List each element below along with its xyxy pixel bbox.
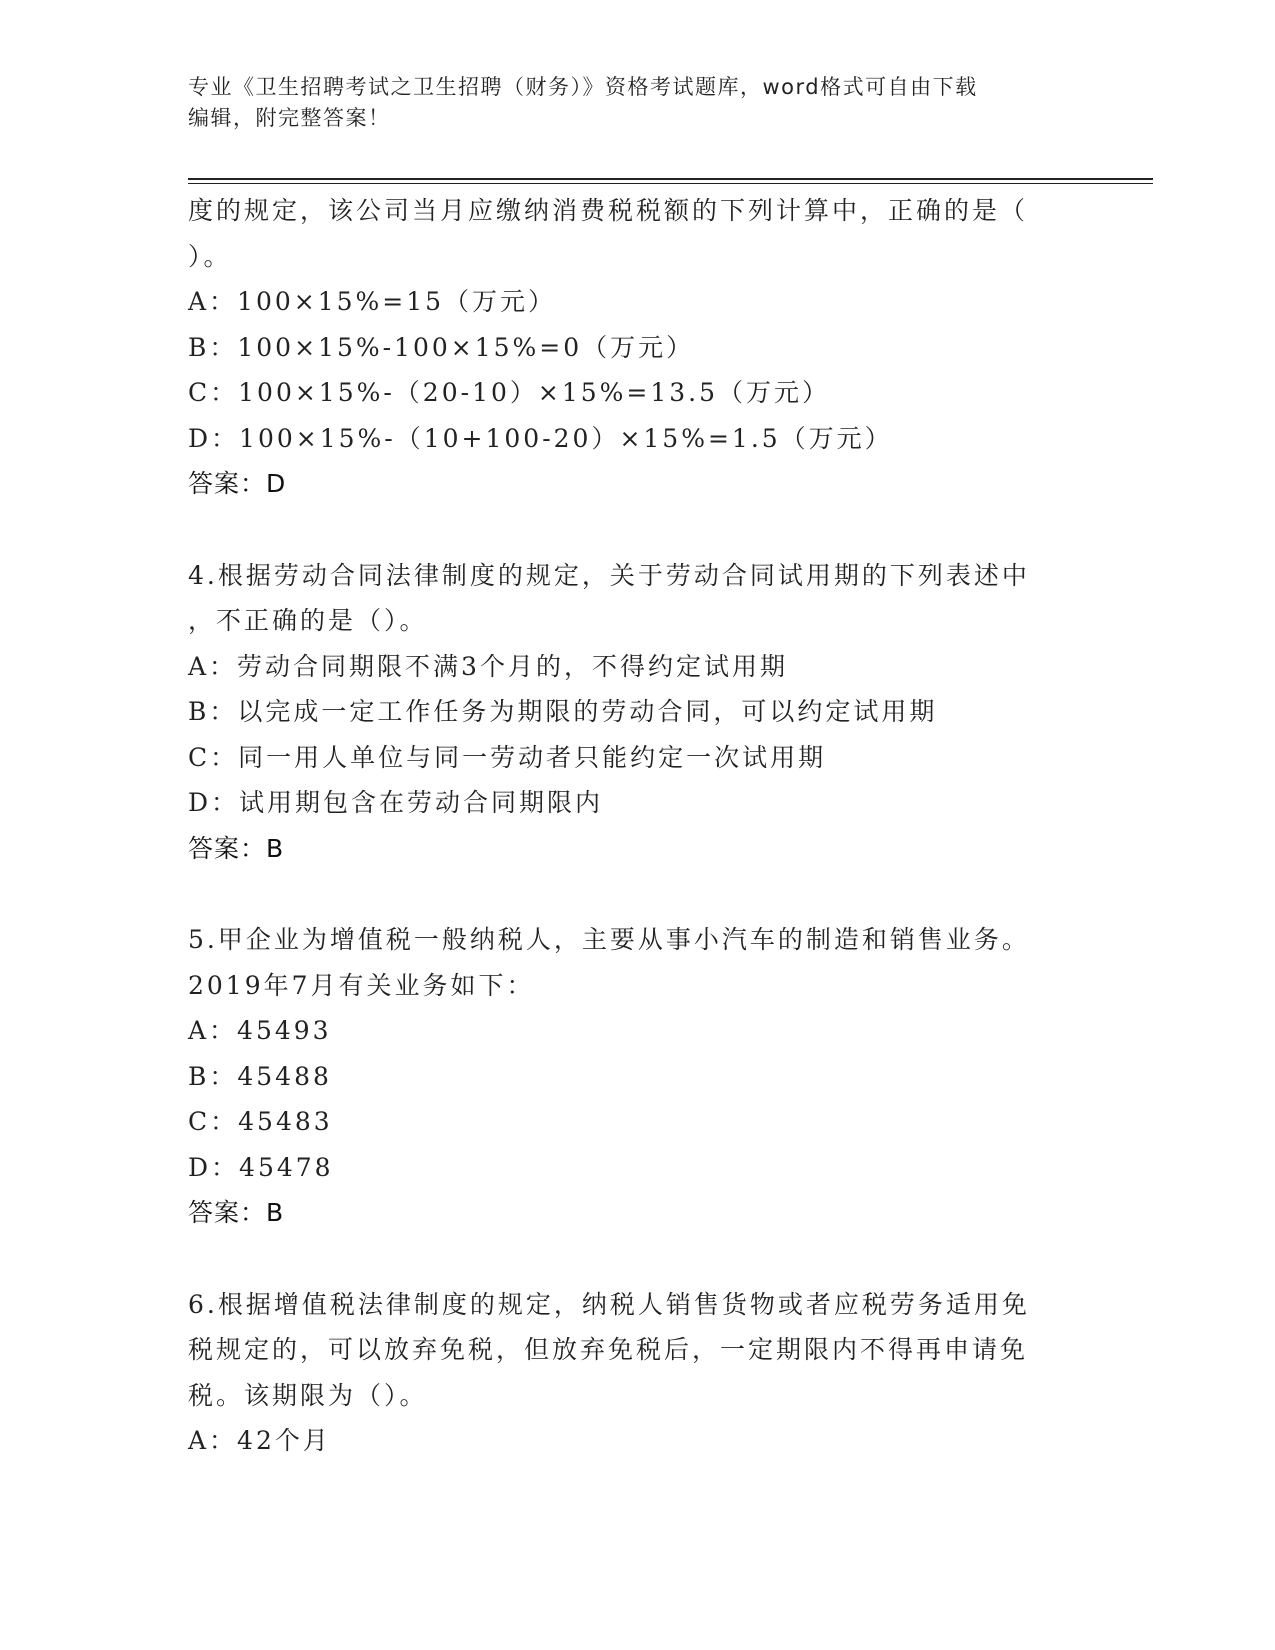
- question-list: [188, 188, 1088, 1464]
- question-stem: ）。: [188, 241, 232, 271]
- question-stem: 税。该期限为（）。: [188, 1380, 428, 1410]
- option-c: C：同一用人单位与同一劳动者只能约定一次试用期: [188, 742, 827, 772]
- option-b: B：100×15%-100×15%=0（万元）: [188, 332, 695, 362]
- option-b: B：45488: [188, 1061, 332, 1091]
- option-d: D：100×15%-（10+100-20）×15%=1.5（万元）: [188, 423, 893, 453]
- question-stem: 税规定的，可以放弃免税，但放弃免税后，一定期限内不得再申请免: [188, 1335, 1029, 1364]
- option-a: A：45493: [188, 1016, 332, 1045]
- question-stem: 5.甲企业为增值税一般纳税人，主要从事小汽车的制造和销售业务。: [188, 925, 1030, 954]
- header-line-2: 编辑，附完整答案！: [188, 106, 391, 130]
- question-4: [188, 553, 1088, 872]
- question-stem: 6.根据增值税法律制度的规定，纳税人销售货物或者应税劳务适用免: [188, 1289, 1030, 1319]
- question-stem: ，不正确的是（）。: [188, 606, 428, 635]
- answer: 答案：B: [188, 833, 285, 863]
- document-header: [188, 72, 1088, 134]
- option-a: A：42个月: [188, 1426, 331, 1455]
- option-c: C：100×15%-（20-10）×15%=13.5（万元）: [188, 378, 831, 407]
- option-a: A：100×15%=15（万元）: [188, 287, 557, 316]
- question-5: [188, 917, 1088, 1236]
- question-stem: 4.根据劳动合同法律制度的规定，关于劳动合同试用期的下列表述中: [188, 560, 1030, 590]
- option-c: C：45483: [188, 1107, 333, 1136]
- answer: 答案：B: [188, 1198, 285, 1227]
- header-divider-thick: [188, 178, 1153, 180]
- question-3: [188, 188, 1088, 507]
- option-d: D：45478: [188, 1152, 334, 1182]
- header-divider-thin: [188, 183, 1153, 184]
- option-d: D：试用期包含在劳动合同期限内: [188, 788, 604, 817]
- question-stem: 2019年7月有关业务如下：: [188, 970, 535, 1000]
- question-6: [188, 1282, 1088, 1464]
- option-b: B：以完成一定工作任务为期限的劳动合同，可以约定试用期: [188, 697, 938, 726]
- question-stem: 度的规定，该公司当月应缴纳消费税税额的下列计算中，正确的是（: [188, 196, 1029, 225]
- answer: 答案：D: [188, 469, 287, 498]
- option-a: A：劳动合同期限不满3个月的，不得约定试用期: [188, 651, 788, 681]
- header-line-1: 专业《卫生招聘考试之卫生招聘（财务）》资格考试题库，word格式可自由下载: [188, 75, 978, 99]
